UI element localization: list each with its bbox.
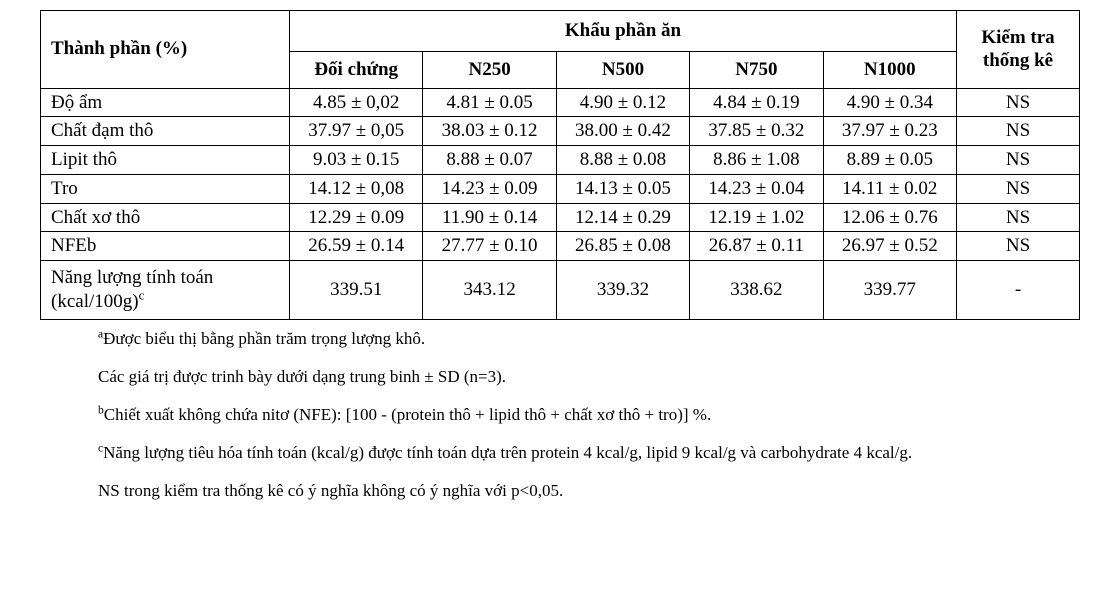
cell-value: 14.13 ± 0.05 [556,174,689,203]
table-row [41,174,1080,203]
table-row [41,146,1080,175]
cell-statistic: NS [957,88,1080,117]
row-label: Độ ẩm [41,88,290,117]
footnote [98,328,1058,351]
cell-value: 12.19 ± 1.02 [690,203,823,232]
footnote-marker: c [98,441,104,455]
cell-value: 14.12 ± 0,08 [290,174,423,203]
cell-value: 26.85 ± 0.08 [556,232,689,261]
cell-value: 338.62 [690,261,823,320]
cell-statistic: NS [957,174,1080,203]
table-row [41,232,1080,261]
header-component-column: Thành phần (%) [41,11,290,89]
table-row [41,117,1080,146]
document-page [0,10,1111,601]
header-statistics-line2: thống kê [982,50,1054,72]
cell-value: 4.85 ± 0,02 [290,88,423,117]
cell-value: 27.77 ± 0.10 [423,232,556,261]
footnote-marker: b [98,403,104,417]
cell-value: 4.90 ± 0.34 [823,88,956,117]
cell-value: 8.86 ± 1.08 [690,146,823,175]
cell-value: 26.97 ± 0.52 [823,232,956,261]
footnote-text: Năng lượng tiêu hóa tính toán (kcal/g) được tính toán dựa trên protein 4 kcal/g, lipid 9 kcal/g và carbohydrate 4 kcal/g. [103,442,913,462]
cell-value: 12.29 ± 0.09 [290,203,423,232]
cell-value: 4.90 ± 0.12 [556,88,689,117]
cell-statistic: - [957,261,1080,320]
cell-value: 37.97 ± 0,05 [290,117,423,146]
header-diet-control: Đối chứng [290,51,423,88]
footnote-text: Chiết xuất không chứa nitơ (NFE): [100 - (protein thô + lipid thô + chất xơ thô + tro)] %. [103,404,712,424]
cell-value: 14.11 ± 0.02 [823,174,956,203]
cell-value: 339.32 [556,261,689,320]
cell-value: 8.89 ± 0.05 [823,146,956,175]
cell-statistic: NS [957,117,1080,146]
cell-statistic: NS [957,203,1080,232]
row-label [41,261,290,320]
cell-value: 11.90 ± 0.14 [423,203,556,232]
cell-value: 14.23 ± 0.04 [690,174,823,203]
cell-value: 14.23 ± 0.09 [423,174,556,203]
cell-value: 339.77 [823,261,956,320]
table-footnotes [98,328,1058,503]
footnote-text: Được biểu thị bằng phần trăm trọng lượng khô. [103,329,426,348]
cell-statistic: NS [957,146,1080,175]
footnote [98,480,1058,503]
header-statistics-line1: Kiểm tra [981,26,1055,48]
cell-value: 38.03 ± 0.12 [423,117,556,146]
cell-statistic: NS [957,232,1080,261]
footnote [98,442,1058,465]
cell-value: 26.59 ± 0.14 [290,232,423,261]
row-label: Tro [41,174,290,203]
row-label: Chất đạm thô [41,117,290,146]
header-diet-group: Khẩu phần ăn [290,11,957,52]
cell-value: 339.51 [290,261,423,320]
row-label: Lipit thô [41,146,290,175]
table-row [41,203,1080,232]
cell-value: 343.12 [423,261,556,320]
header-diet-n750: N750 [690,51,823,88]
header-statistics-column [957,11,1080,89]
row-label-text: Năng lượng tính toán (kcal/100g) [51,267,214,312]
cell-value: 4.81 ± 0.05 [423,88,556,117]
table-header [41,11,1080,89]
header-diet-n250: N250 [423,51,556,88]
cell-value: 12.06 ± 0.76 [823,203,956,232]
row-label-footnote-marker: c [138,287,145,303]
cell-value: 9.03 ± 0.15 [290,146,423,175]
cell-value: 37.85 ± 0.32 [690,117,823,146]
footnote [98,404,1058,427]
cell-value: 4.84 ± 0.19 [690,88,823,117]
header-diet-n1000: N1000 [823,51,956,88]
cell-value: 26.87 ± 0.11 [690,232,823,261]
footnote-text: NS trong kiểm tra thống kê có ý nghĩa không có ý nghĩa với p<0,05. [98,480,564,500]
table-body [41,88,1080,320]
table-row [41,261,1080,320]
table-header-row-1 [41,11,1080,52]
table-row [41,88,1080,117]
cell-value: 12.14 ± 0.29 [556,203,689,232]
footnote-text: Các giá trị được trinh bày dưới dạng trung binh ± SD (n=3). [98,366,507,386]
cell-value: 38.00 ± 0.42 [556,117,689,146]
header-diet-n500: N500 [556,51,689,88]
row-label: Chất xơ thô [41,203,290,232]
footnote [98,366,1058,389]
composition-table [40,10,1080,320]
footnote-marker: a [98,327,104,341]
cell-value: 8.88 ± 0.07 [423,146,556,175]
row-label: NFEb [41,232,290,261]
cell-value: 37.97 ± 0.23 [823,117,956,146]
cell-value: 8.88 ± 0.08 [556,146,689,175]
